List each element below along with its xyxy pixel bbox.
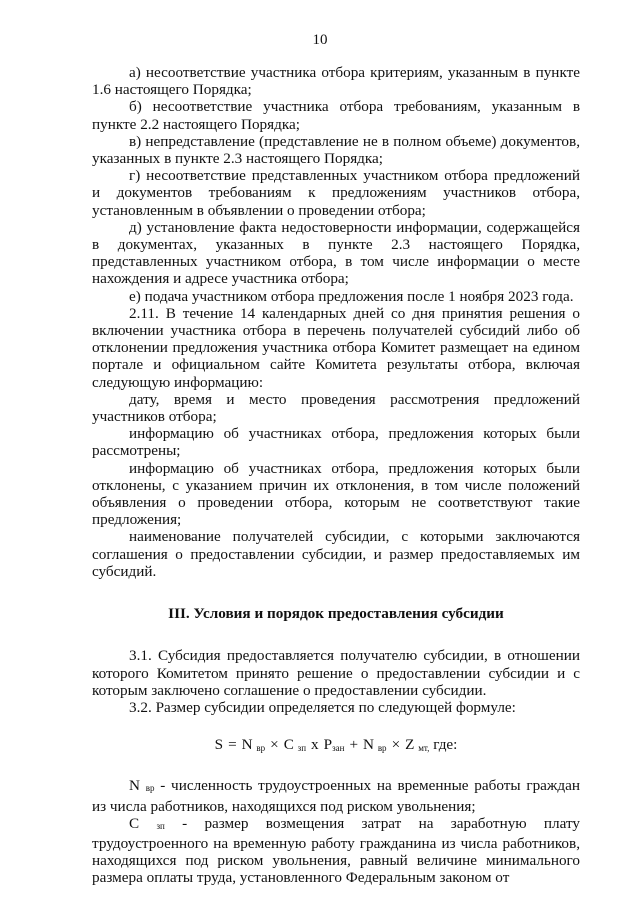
formula-n2-sub: вр <box>377 743 387 754</box>
definition-text: - размер возмещения затрат на заработную плату трудоустроенного на временную работу гражданина из числа работников, находящихся под риском увольнения, равный величине минимального размера оплаты труда, установленного Федеральным законом от <box>92 814 581 887</box>
document-body <box>92 64 580 887</box>
formula-n2: N <box>363 736 375 754</box>
paragraph-item-g: г) несоответствие представленных участником отбора предложений и документов требованиям к предложениям участников отбора, установленным в объявлении о проведении отбора; <box>92 167 580 219</box>
paragraph-info-recipients: наименование получателей субсидии, с которыми заключаются соглашения о предоставлении субсидии, и размер предоставляемых им субсидий. <box>92 528 580 580</box>
formula-plus: + <box>349 736 359 754</box>
definition-symbol: С <box>129 814 140 832</box>
paragraph-item-b: б) несоответствие участника отбора требованиям, указанным в пункте 2.2 настоящего Порядка; <box>92 98 580 133</box>
formula-z-sub: мт, <box>418 743 430 754</box>
paragraph-2-11: 2.11. В течение 14 календарных дней со дня принятия решения о включении участника отбора в перечень получателей субсидий либо об отклонении предложения участника отбора Комитет размещает на едином портале и официальном сайте Комитета результаты отбора, включая следующую информацию: <box>92 304 580 391</box>
paragraph-3-2: 3.2. Размер субсидии определяется по следующей формуле: <box>129 698 516 716</box>
paragraph-info-date: дату, время и место проведения рассмотрения предложений участников отбора; <box>92 390 580 426</box>
definition-symbol-sub: вр <box>145 783 155 794</box>
formula-p: P <box>323 736 333 754</box>
formula-x: x <box>311 736 319 754</box>
page-number: 10 <box>312 32 328 48</box>
paragraph-item-d: д) установление факта недостоверности информации, содержащейся в документах, указанных в пункте 2.3 настоящего Порядка, представленных участником отбора, в том числе информации о месте нахождения и адресе участника отбора; <box>92 218 580 288</box>
definition-text: - численность трудоустроенных на временные работы граждан из числа работников, находящихся под риском увольнения; <box>92 777 581 815</box>
formula-times-1: × <box>270 736 279 754</box>
formula-n-sub: вр <box>256 743 266 754</box>
formula-times-2: × <box>391 736 401 754</box>
formula-eq: = <box>228 736 237 754</box>
paragraph-info-considered: информацию об участниках отбора, предложения которых были рассмотрены; <box>92 425 580 460</box>
definition-symbol: N <box>129 777 140 795</box>
formula-where: где: <box>433 736 458 754</box>
paragraph-item-e: е) подача участником отбора предложения после 1 ноября 2023 года. <box>129 287 574 305</box>
definition-symbol-sub: зп <box>156 820 165 831</box>
section-heading: III. Условия и порядок предоставления субсидии <box>168 605 504 623</box>
formula-c-sub: зп <box>297 743 307 754</box>
definition-n-vr <box>92 777 580 814</box>
paragraph-3-1: 3.1. Субсидия предоставляется получателю субсидии, в отношении которого Комитетом принято решение о предоставлении субсидии и с которым заключено соглашение о предоставлении субсидии. <box>92 647 580 699</box>
definition-c-zp <box>92 815 580 887</box>
formula-p-sub: зан <box>332 743 345 754</box>
paragraph-item-a: а) несоответствие участника отбора критериям, указанным в пункте 1.6 настоящего Порядка; <box>92 64 580 99</box>
formula-n: N <box>241 736 253 754</box>
formula-s: S <box>214 736 224 754</box>
paragraph-info-rejected: информацию об участниках отбора, предложения которых были отклонены, с указанием причин их отклонения, в том числе положений объявления о проведении отбора, которым не соответствуют такие предложения; <box>92 459 580 529</box>
subsidy-formula <box>92 736 580 757</box>
paragraph-item-v: в) непредставление (представление не в полном объеме) документов, указанных в пункте 2.3 настоящего Порядка; <box>92 132 580 168</box>
formula-z: Z <box>405 736 415 754</box>
formula-c: C <box>283 736 294 754</box>
